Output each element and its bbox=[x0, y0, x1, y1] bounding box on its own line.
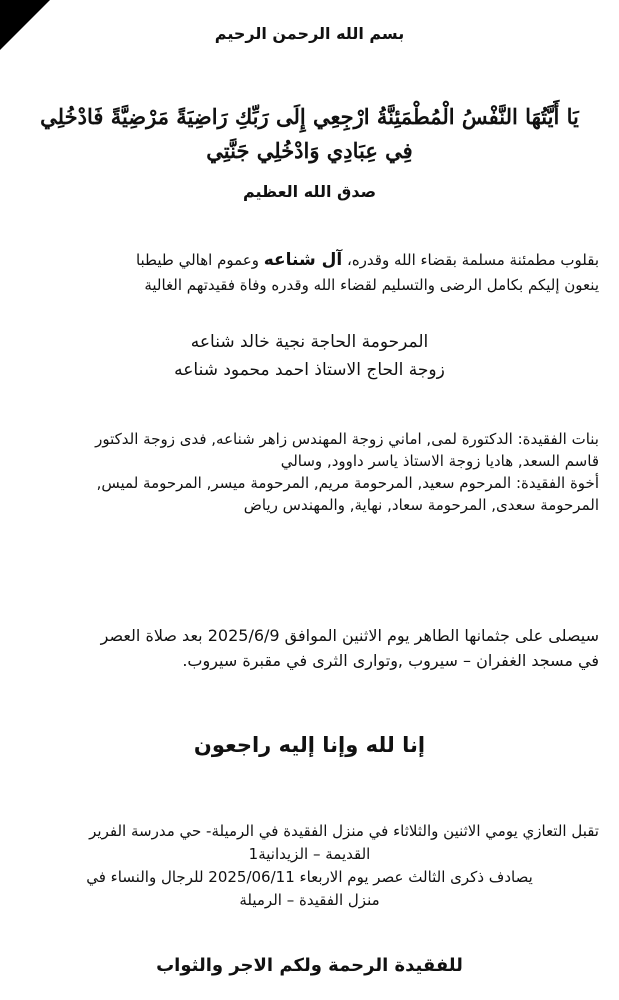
deceased-name: المرحومة الحاجة نجية خالد شناعه bbox=[190, 332, 429, 352]
siblings-line-1: أخوة الفقيدة: المرحوم سعيد, المرحومة مريم, المرحومة ميسر, المرحومة لميس, bbox=[96, 474, 599, 492]
basmala-heading: بسم الله الرحمن الرحيم bbox=[214, 24, 405, 43]
deceased-husband: زوجة الحاج الاستاذ احمد محمود شناعه bbox=[174, 360, 445, 380]
condolences-line-2: القديمة – الزيدانية1 bbox=[248, 845, 371, 863]
intro-after-name: وعموم اهالي طيطبا bbox=[135, 251, 264, 269]
intro-before-name: بقلوب مطمئنة مسلمة بقضاء الله وقدره، bbox=[342, 251, 599, 269]
deceased-block bbox=[20, 328, 599, 384]
funeral-details bbox=[20, 623, 599, 673]
daughters-line-1: بنات الفقيدة: الدكتورة لمى, اماني زوجة المهندس زاهر شناعه, فدى زوجة الدكتور bbox=[95, 430, 599, 448]
verse-line-2: فِي عِبَادِي وَادْخُلِي جَنَّتِي bbox=[206, 138, 413, 163]
sadaqa-text: صدق الله العظيم bbox=[242, 182, 377, 201]
daughters-line-2: قاسم السعد, هاديا زوجة الاستاذ ياسر داوود, وسالي bbox=[280, 452, 599, 470]
condolences-line-4: منزل الفقيدة – الرميلة bbox=[239, 891, 380, 909]
intro-paragraph bbox=[20, 248, 599, 298]
relatives-block bbox=[20, 428, 599, 516]
closing-text: للفقيدة الرحمة ولكم الاجر والثواب bbox=[156, 955, 463, 976]
inna-lillah-heading: إنا لله وإنا إليه راجعون bbox=[193, 733, 426, 757]
intro-line-1 bbox=[20, 248, 599, 273]
funeral-line-1: سيصلى على جثمانها الطاهر يوم الاثنين الموافق 2025/6/9 بعد صلاة العصر bbox=[100, 626, 599, 645]
condolences-line-3: يصادف ذكرى الثالث عصر يوم الاربعاء 2025/06/11 للرجال والنساء في bbox=[86, 868, 533, 886]
intro-line-2: ينعون إليكم بكامل الرضى والتسليم لقضاء الله وقدره وفاة فقيدتهم الغالية bbox=[144, 276, 599, 294]
condolences-line-1: تقبل التعازي يومي الاثنين والثلاثاء في منزل الفقيدة في الرميلة- حي مدرسة الفرير bbox=[89, 822, 599, 840]
condolences-details bbox=[20, 820, 599, 912]
funeral-line-2: في مسجد الغفران – سيروب ,وتوارى الثرى في مقبرة سيروب. bbox=[182, 651, 599, 670]
family-name: آل شناعه bbox=[263, 250, 343, 270]
verse-line-1: يَا أَيَّتُهَا النَّفْسُ الْمُطْمَئِنَّةُ ارْجِعِي إِلَى رَبِّكِ رَاضِيَةً مَرْضِيَّةً فَادْخُلِي bbox=[40, 104, 579, 129]
siblings-line-2: المرحومة سعدى, المرحومة سعاد, نهاية, والمهندس رياض bbox=[243, 496, 599, 514]
quran-verse bbox=[18, 100, 601, 168]
